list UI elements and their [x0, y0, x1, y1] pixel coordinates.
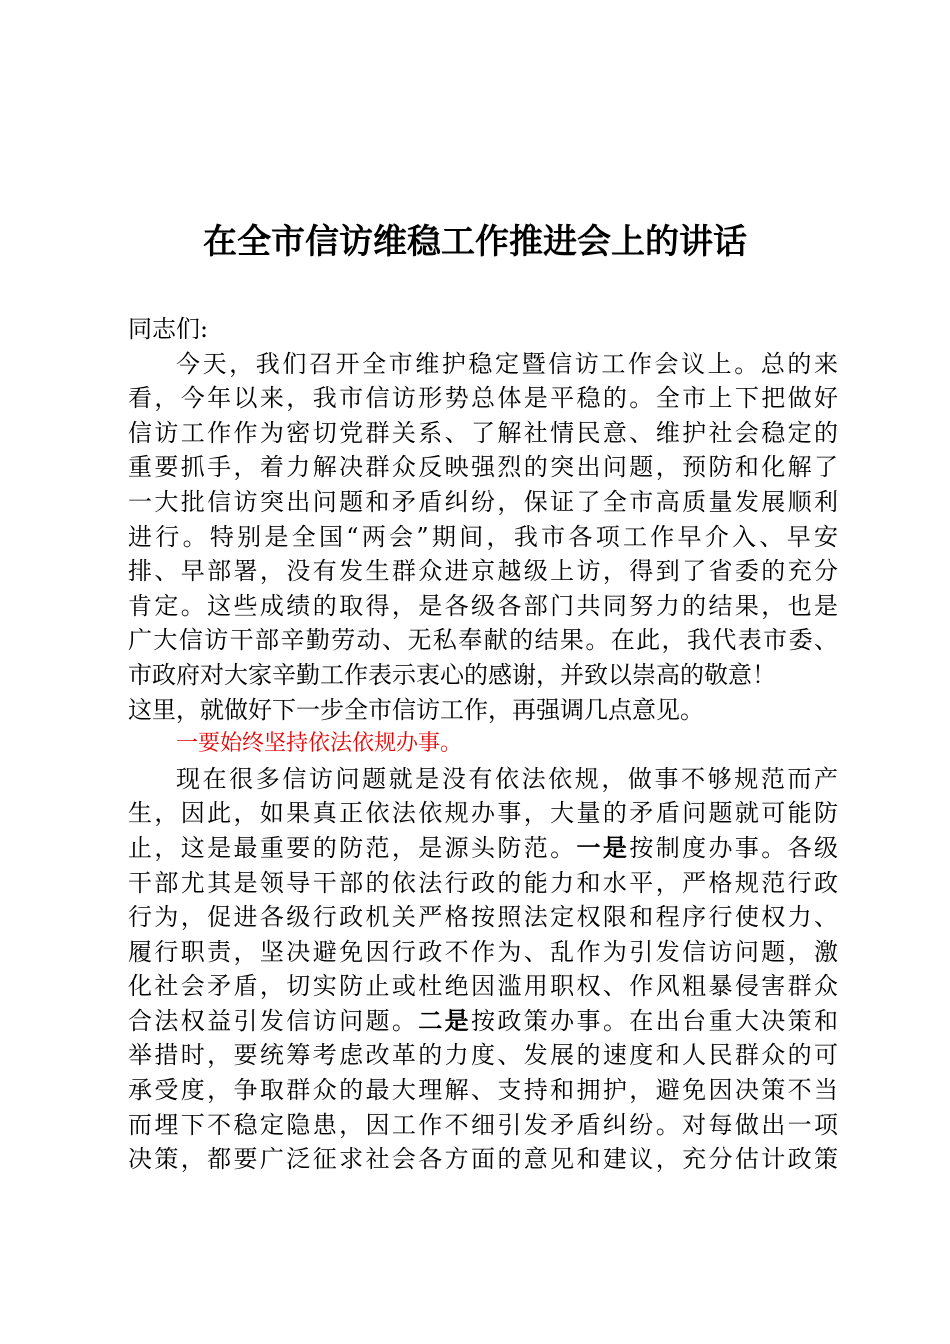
paragraph-line: 看，今年以来，我市信访形势总体是平稳的。全市上下把做好 — [128, 384, 838, 413]
emphasis-label: 一是 — [576, 832, 630, 862]
paragraph-line: 信访工作作为密切党群关系、了解社情民意、维护社会稳定的 — [128, 418, 838, 447]
paragraph-line: 今天，我们召开全市维护稳定暨信访工作会议上。总的来 — [176, 349, 838, 378]
paragraph-text: 止，这是最重要的防范，是源头防范。 — [128, 833, 577, 862]
paragraph-line: 而埋下不稳定隐患，因工作不细引发矛盾纠纷。对每做出一项 — [128, 1110, 838, 1139]
document-body — [128, 312, 838, 1177]
paragraph-line: 这里，就做好下一步全市信访工作，再强调几点意见。 — [128, 695, 704, 724]
paragraph-line: 生，因此，如果真正依法依规办事，大量的矛盾问题就可能防 — [128, 799, 838, 828]
paragraph-line: 干部尤其是领导干部的依法行政的能力和水平，严格规范行政 — [128, 868, 838, 897]
paragraph-line — [128, 831, 838, 866]
paragraph-text: 按制度办事。各级 — [629, 833, 839, 862]
paragraph-line: 现在很多信访问题就是没有依法依规，做事不够规范而产 — [176, 764, 838, 793]
paragraph-line: 市政府对大家辛勤工作表示衷心的感谢，并致以崇高的敬意！ — [128, 660, 776, 689]
paragraph-line — [128, 1004, 838, 1039]
paragraph-line: 举措时，要统筹考虑改革的力度、发展的速度和人民群众的可 — [128, 1041, 838, 1070]
paragraph-line: 进行。特别是全国“两会”期间，我市各项工作早介入、早安 — [128, 522, 838, 551]
section-heading: 一要始终坚持依法依规办事。 — [176, 731, 463, 757]
paragraph-line: 肯定。这些成绩的取得，是各级各部门共同努力的结果，也是 — [128, 591, 838, 620]
paragraph-text: 按政策办事。在出台重大决策和 — [471, 1006, 839, 1035]
salutation: 同志们: — [128, 315, 209, 343]
paragraph-line: 决策，都要广泛征求社会各方面的意见和建议，充分估计政策 — [128, 1145, 838, 1174]
paragraph-line: 一大批信访突出问题和矛盾纠纷，保证了全市高质量发展顺利 — [128, 487, 838, 516]
paragraph-line: 重要抓手，着力解决群众反映强烈的突出问题，预防和化解了 — [128, 453, 838, 482]
paragraph-line: 排、早部署，没有发生群众进京越级上访，得到了省委的充分 — [128, 557, 838, 586]
paragraph-line: 行为，促进各级行政机关严格按照法定权限和程序行使权力、 — [128, 903, 838, 932]
document-title: 在全市信访维稳工作推进会上的讲话 — [203, 222, 747, 262]
paragraph-line: 化社会矛盾，切实防止或杜绝因滥用职权、作风粗暴侵害群众 — [128, 972, 838, 1001]
paragraph-line: 广大信访干部辛勤劳动、无私奉献的结果。在此，我代表市委、 — [128, 626, 838, 655]
paragraph-line: 履行职责，坚决避免因行政不作为、乱作为引发信访问题，激 — [128, 937, 838, 966]
emphasis-label: 二是 — [418, 1005, 472, 1035]
paragraph-line: 承受度，争取群众的最大理解、支持和拥护，避免因决策不当 — [128, 1076, 838, 1105]
paragraph-text: 合法权益引发信访问题。 — [128, 1006, 419, 1035]
